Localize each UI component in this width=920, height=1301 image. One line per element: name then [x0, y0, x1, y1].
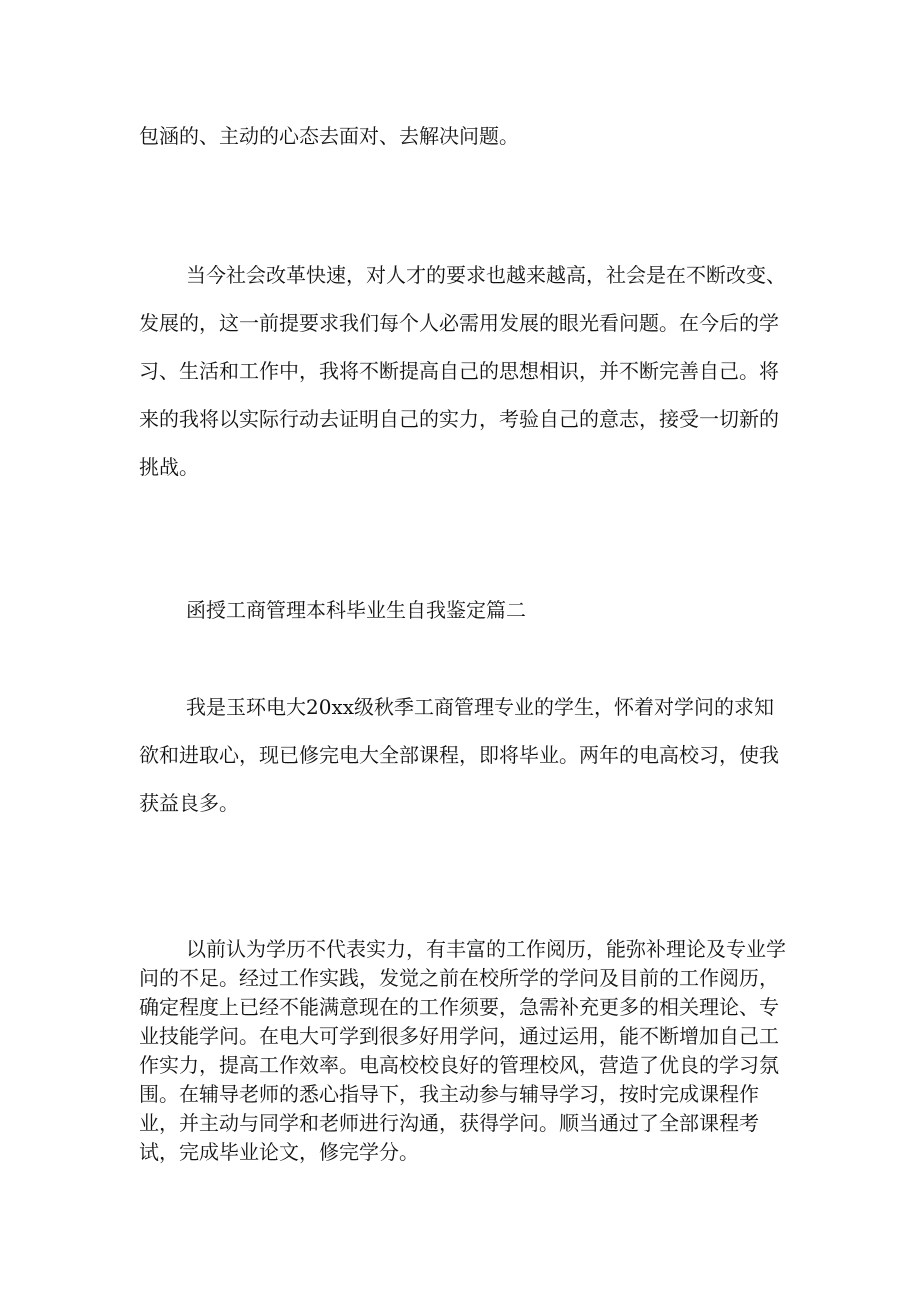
paragraph-self-introduction: 我是玉环电大20xx级秋季工商管理专业的学生，怀着对学问的求知欲和进取心，现已修完电大全部课程，即将毕业。两年的电高校习，使我获益良多。	[139, 695, 779, 815]
paragraph-continuation: 包涵的、主动的心态去面对、去解决问题。	[139, 124, 519, 148]
section-heading: 函授工商管理本科毕业生自我鉴定篇二	[186, 598, 526, 622]
paragraph-study-experience: 以前认为学历不代表实力，有丰富的工作阅历，能弥补理论及专业学问的不足。经过工作实践，发觉之前在校所学的学问及目前的工作阅历，确定程度上已经不能满意现在的工作须要，急需补充更多的相关理论、专业技能学问。在电大可学到很多好用学问，通过运用，能不断增加自己工作实力，提高工作效率。电高校校良好的管理校风，营造了优良的学习氛围。在辅导老师的悉心指导下，我主动参与辅导学习，按时完成课程作业，并主动与同学和老师进行沟通，获得学问。顺当通过了全部课程考试，完成毕业论文，修完学分。	[139, 937, 786, 1164]
paragraph-society-reform: 当今社会改革快速，对人才的要求也越来越高，社会是在不断改变、发展的，这一前提要求我们每个人必需用发展的眼光看问题。在今后的学习、生活和工作中，我将不断提高自己的思想相识，并不断完善自己。将来的我将以实际行动去证明自己的实力，考验自己的意志，接受一切新的挑战。	[139, 263, 786, 479]
